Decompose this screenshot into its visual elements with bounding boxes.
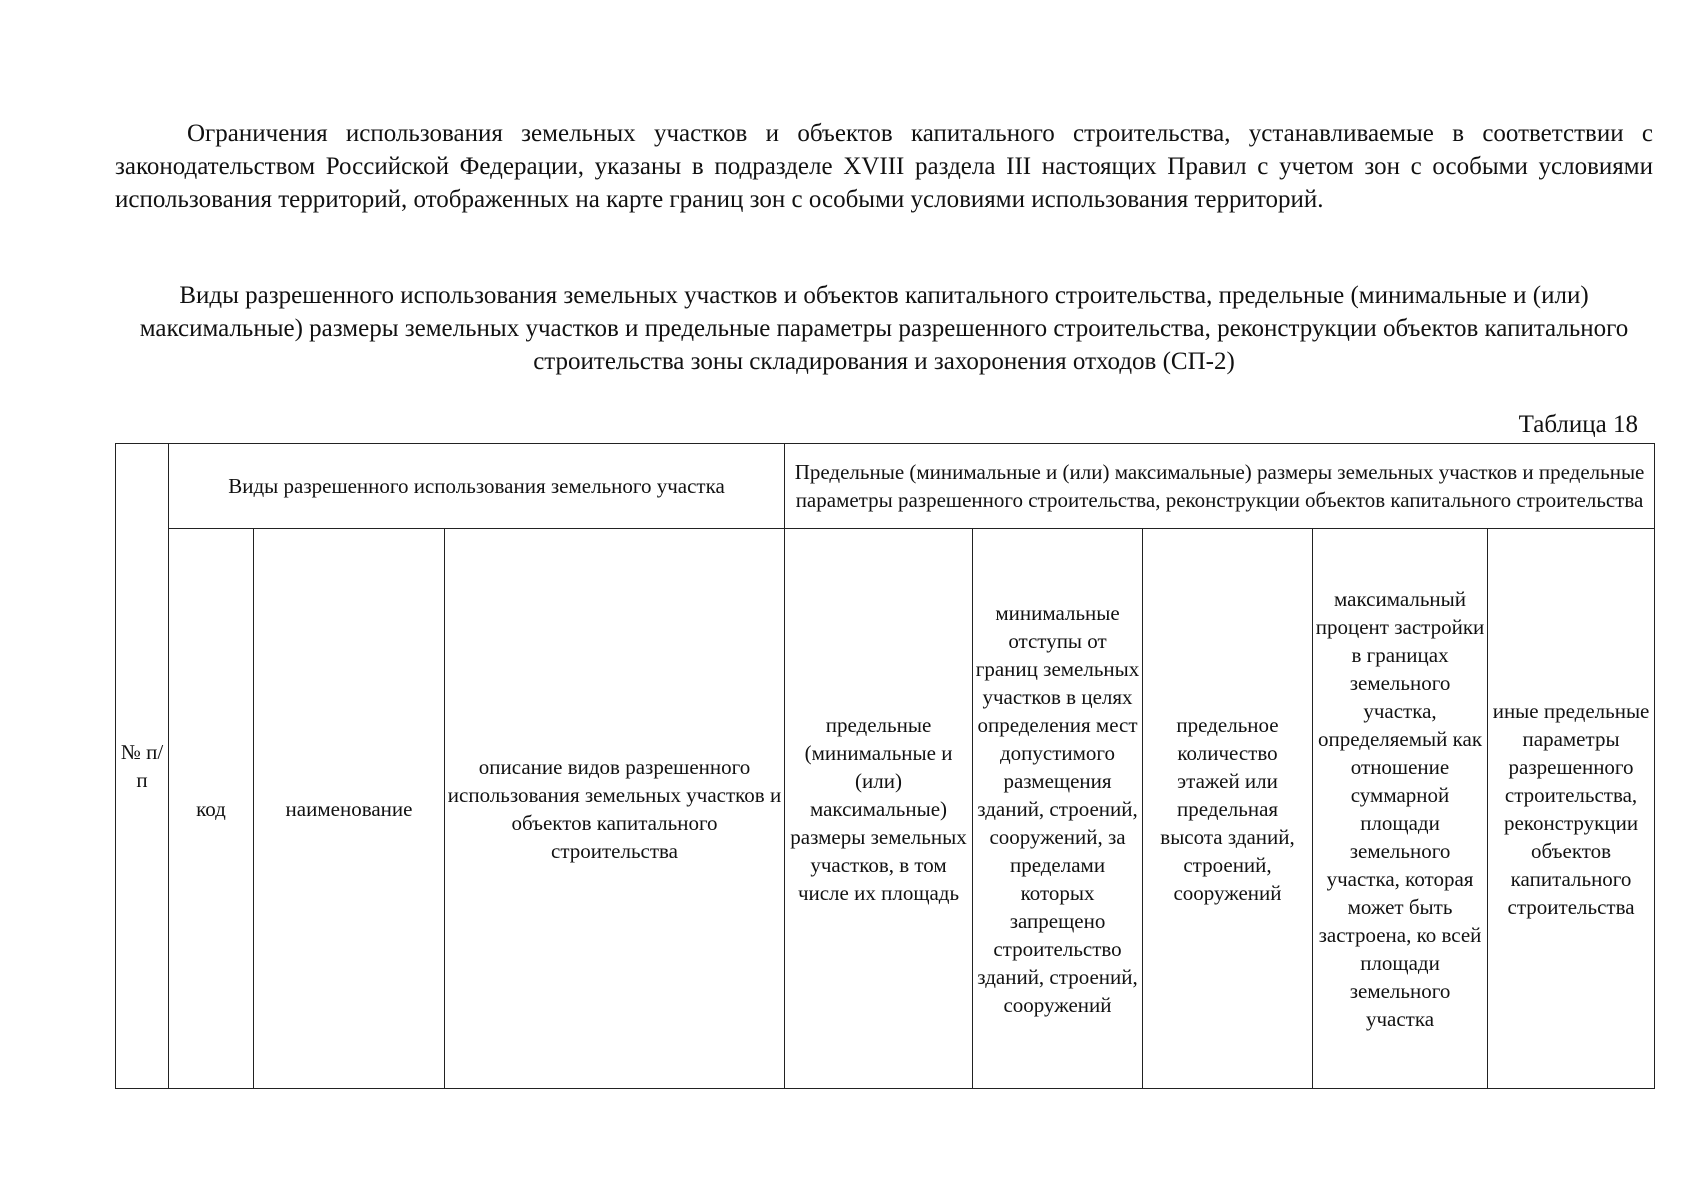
header-plot-size: предельные (минимальные и (или) максимальные) размеры земельных участков, в том числе их площадь bbox=[785, 529, 973, 1089]
usage-parameters-table bbox=[115, 443, 1655, 1089]
header-description: описание видов разрешенного использования земельных участков и объектов капитального строительства bbox=[445, 529, 785, 1089]
section-heading: Виды разрешенного использования земельных участков и объектов капитального строительства, предельные (минимальные и (или) максимальные) размеры земельных участков и предельные параметры разрешенного строительства, реконструкции объектов капитального строительства зоны складирования и захоронения отходов (СП-2) bbox=[139, 282, 1629, 375]
header-number: № п/п bbox=[116, 444, 169, 1089]
table-header-row-1 bbox=[116, 444, 1655, 529]
table-header-row-2 bbox=[116, 529, 1655, 1089]
header-name: наименование bbox=[254, 529, 445, 1089]
header-other-params: иные предельные параметры разрешенного строительства, реконструкции объектов капитального строительства bbox=[1488, 529, 1655, 1089]
header-code: код bbox=[169, 529, 254, 1089]
header-coverage: максимальный процент застройки в границах земельного участка, определяемый как отношение суммарной площади земельного участка, которая может быть застроена, ко всей площади земельного участка bbox=[1313, 529, 1488, 1089]
header-usage-group: Виды разрешенного использования земельного участка bbox=[169, 444, 785, 529]
table-number-label: Таблица 18 bbox=[1518, 411, 1638, 438]
header-limits-group: Предельные (минимальные и (или) максимальные) размеры земельных участков и предельные параметры разрешенного строительства, реконструкции объектов капитального строительства bbox=[785, 444, 1655, 529]
restrictions-paragraph: Ограничения использования земельных участков и объектов капитального строительства, устанавливаемые в соответствии с законодательством Российской Федерации, указаны в подразделе XVIII раздела III настоящих Правил с учетом зон с особыми условиями использования территорий, отображенных на карте границ зон с особыми условиями использования территорий. bbox=[115, 120, 1653, 213]
header-setbacks: минимальные отступы от границ земельных участков в целях определения мест допустимого размещения зданий, строений, сооружений, за пределами которых запрещено строительство зданий, строений, сооружений bbox=[973, 529, 1143, 1089]
header-floors: предельное количество этажей или предельная высота зданий, строений, сооружений bbox=[1143, 529, 1313, 1089]
